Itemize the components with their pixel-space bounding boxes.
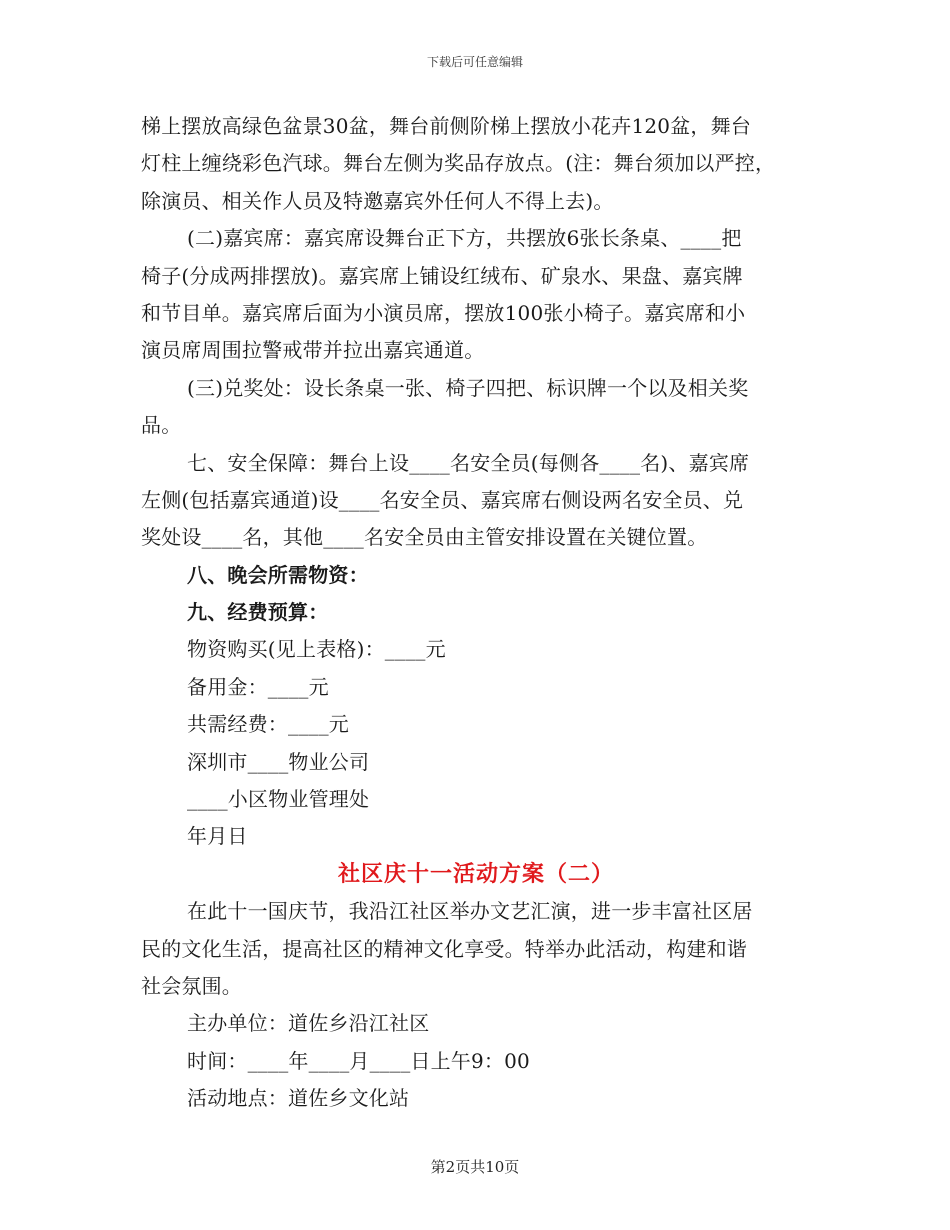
paragraph-line: 在此十一国庆节，我沿江社区举办文艺汇演，进一步丰富社区居: [187, 899, 753, 924]
budget-line: 共需经费：____元: [187, 712, 349, 737]
page-header: 下载后可任意编辑: [426, 55, 523, 69]
paragraph-line: 和节目单。嘉宾席后面为小演员席，摆放100张小椅子。嘉宾席和小: [141, 300, 746, 325]
paragraph-line: 品。: [141, 413, 182, 438]
paragraph-line: 灯柱上缠绕彩色汽球。舞台左侧为奖品存放点。(注：舞台须加以严控，: [141, 151, 776, 176]
signature-line: ____小区物业管理处: [187, 787, 370, 812]
section-heading: 八、晚会所需物资：: [187, 562, 369, 587]
signature-line: 深圳市____物业公司: [187, 749, 370, 774]
paragraph-line: 椅子(分成两排摆放)。嘉宾席上铺设红绒布、矿泉水、果盘、嘉宾牌: [141, 263, 743, 288]
paragraph-line: 奖处设____名，其他____名安全员由主管安排设置在关键位置。: [141, 525, 708, 550]
paragraph-line: (三)兑奖处：设长条桌一张、椅子四把、标识牌一个以及相关奖: [187, 375, 749, 400]
paragraph-line: 除演员、相关作人员及特邀嘉宾外任何人不得上去)。: [141, 188, 614, 213]
info-line: 活动地点：道佐乡文化站: [187, 1086, 410, 1111]
document-title: 社区庆十一活动方案（二）: [337, 860, 614, 887]
date-line: 年月日: [187, 824, 248, 849]
budget-line: 备用金：____元: [187, 674, 329, 699]
budget-line: 物资购买(见上表格)：____元: [187, 637, 446, 662]
paragraph-line: 演员席周围拉警戒带并拉出嘉宾通道。: [141, 338, 485, 363]
paragraph-line: (二)嘉宾席：嘉宾席设舞台正下方，共摆放6张长条桌、____把: [187, 226, 742, 251]
paragraph-line: 民的文化生活，提高社区的精神文化享受。特举办此活动，构建和谐: [141, 936, 747, 961]
paragraph-line: 七、安全保障：舞台上设____名安全员(每侧各____名)、嘉宾席: [187, 450, 750, 475]
info-line: 时间：____年____月____日上午9：00: [187, 1048, 530, 1073]
page-footer: 第2页共10页: [430, 1158, 520, 1176]
info-line: 主办单位：道佐乡沿江社区: [187, 1011, 430, 1036]
document-body: [141, 108, 811, 1118]
section-heading: 九、经费预算：: [187, 600, 329, 625]
paragraph-line: 梯上摆放高绿色盆景30盆，舞台前侧阶梯上摆放小花卉120盆，舞台: [141, 114, 752, 138]
paragraph-line: 左侧(包括嘉宾通道)设____名安全员、嘉宾席右侧设两名安全员、兑: [141, 487, 744, 512]
paragraph-line: 社会氛围。: [141, 973, 242, 998]
